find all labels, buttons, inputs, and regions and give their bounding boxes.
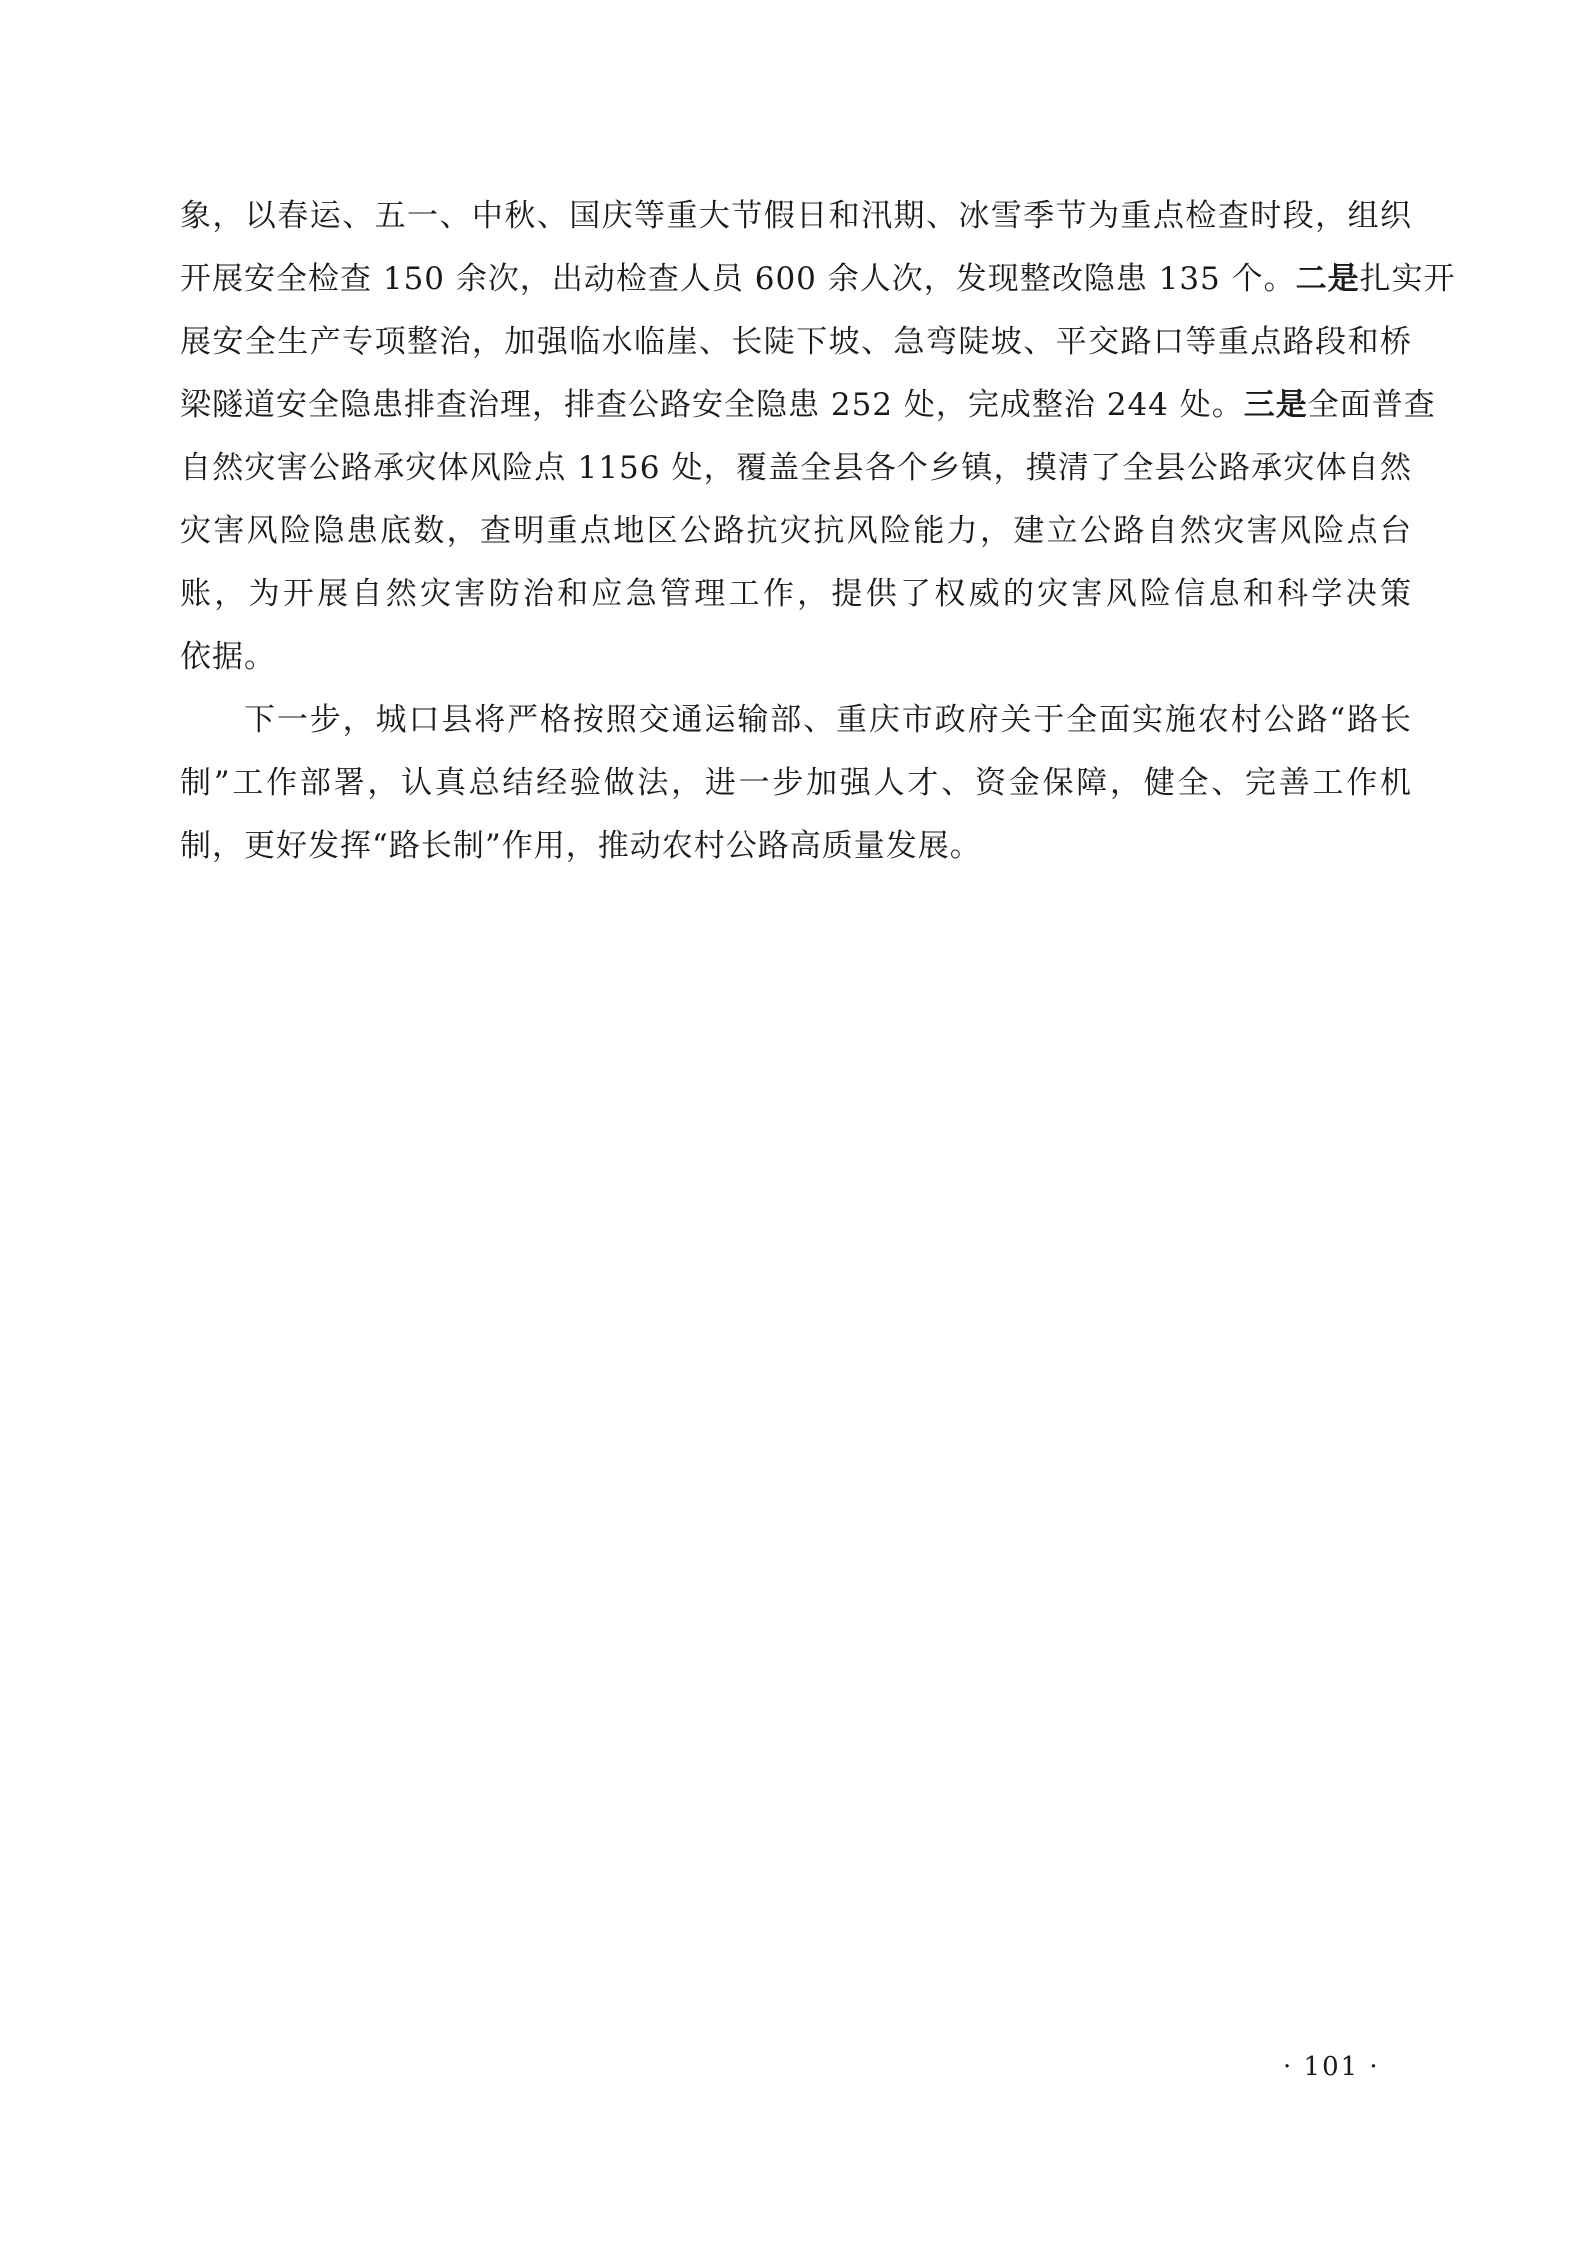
body-text [180,185,1456,878]
emphasis-san-shi: 三是 [1243,387,1308,423]
paragraph-1-line-7: 账，为开展自然灾害防治和应急管理工作，提供了权威的灾害风险信息和科学决策 [180,576,1412,612]
paragraph-1-line-3: 展安全生产专项整治，加强临水临崖、长陡下坡、急弯陡坡、平交路口等重点路段和桥 [180,324,1412,360]
paragraph-1-line-2 [180,248,1456,311]
line-2-end: 扎实开 [1359,261,1456,297]
paragraph-1-line-8: 依据。 [180,639,276,675]
paragraph-1-line-4 [180,374,1436,437]
paragraph-2-line-1: 下一步，城口县将严格按照交通运输部、重庆市政府关于全面实施农村公路“路长 [244,702,1412,738]
paragraph-1-line-5: 自然灾害公路承灾体风险点 1156 处，覆盖全县各个乡镇，摸清了全县公路承灾体自然 [180,450,1412,486]
line-2-text: 开展安全检查 150 余次，出动检查人员 600 余人次，发现整改隐患 135 个。 [180,261,1296,297]
paragraph-2 [180,689,1412,878]
paragraph-2-line-2: 制”工作部署，认真总结经验做法，进一步加强人才、资金保障，健全、完善工作机 [180,765,1412,801]
line-4-start: 梁隧道安全隐患排查治理，排查公路安全隐患 252 处，完成整治 244 处。 [180,387,1244,423]
paragraph-1 [180,185,1456,689]
paragraph-1-line-6: 灾害风险隐患底数，查明重点地区公路抗灾抗风险能力，建立公路自然灾害风险点台 [180,513,1412,549]
emphasis-er-shi: 二是 [1295,261,1360,297]
page-number: · 101 · [1283,2052,1380,2082]
paragraph-2-line-3: 制，更好发挥“路长制”作用，推动农村公路高质量发展。 [180,828,982,864]
line-4-end: 全面普查 [1307,387,1436,423]
paragraph-1-line-1: 象，以春运、五一、中秋、国庆等重大节假日和汛期、冰雪季节为重点检查时段，组织 [180,198,1412,234]
